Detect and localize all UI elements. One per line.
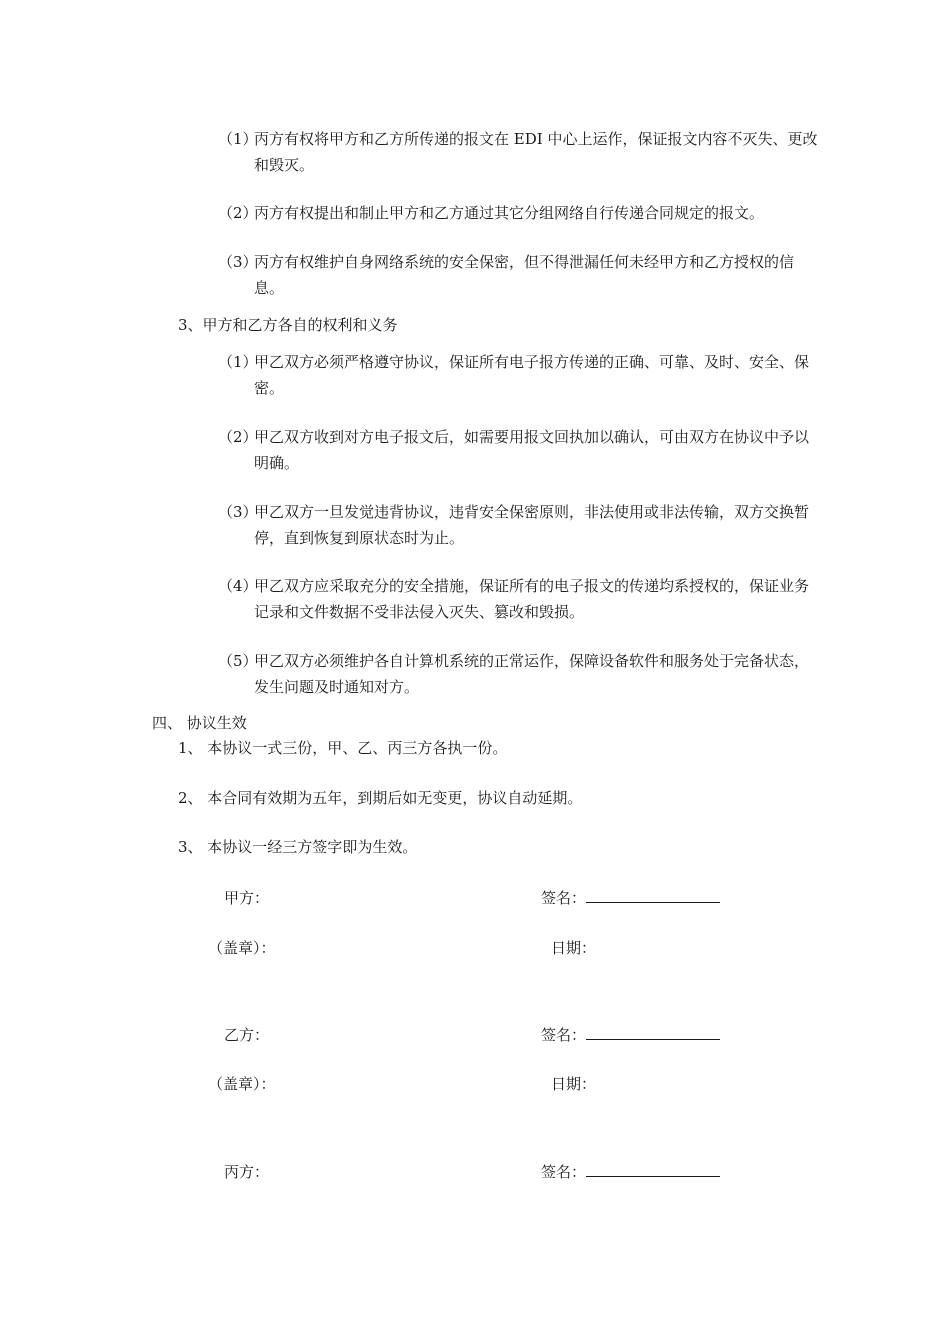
signature-blank	[586, 886, 720, 903]
clause-item: 3、 本协议一经三方签字即为生效。	[178, 838, 418, 856]
party-c-label: 丙方：	[224, 1163, 270, 1181]
list-item	[218, 200, 818, 226]
signature-blank	[586, 1160, 720, 1177]
item-number: （4）	[218, 577, 258, 595]
item-number: （1）	[218, 130, 258, 148]
clause-item: 2、 本合同有效期为五年，到期后如无变更，协议自动延期。	[178, 789, 583, 807]
list-item	[218, 349, 818, 401]
item-number: （1）	[218, 353, 258, 371]
signature-line	[541, 1160, 720, 1184]
list-item	[218, 499, 818, 551]
signature-line	[541, 886, 720, 910]
item-text: 甲乙双方应采取充分的安全措施，保证所有的电子报文的传递均系授权的，保证业务记录和文件数据不受非法侵入灭失、篡改和毁损。	[254, 577, 810, 621]
section-heading: 3、甲方和乙方各自的权利和义务	[178, 316, 398, 334]
sign-label: 签名：	[541, 1026, 587, 1044]
item-number: （5）	[218, 652, 258, 670]
seal-label: （盖章）：	[208, 1075, 276, 1093]
date-label: 日期：	[551, 1075, 597, 1093]
item-text: 甲乙双方收到对方电子报文后，如需要用报文回执加以确认，可由双方在协议中予以明确。	[254, 428, 810, 472]
item-text: 甲乙双方必须严格遵守协议，保证所有电子报方传递的正确、可靠、及时、安全、保密。	[254, 353, 810, 397]
item-text: 丙方有权维护自身网络系统的安全保密，但不得泄漏任何未经甲方和乙方授权的信息。	[254, 253, 795, 297]
item-text: 甲乙双方一旦发觉违背协议，违背安全保密原则，非法使用或非法传输，双方交换暂停，直到恢复到原状态时为止。	[254, 503, 810, 547]
party-b-label: 乙方：	[224, 1026, 270, 1044]
seal-label: （盖章）：	[208, 939, 276, 957]
list-item	[218, 648, 818, 700]
item-number: （2）	[218, 204, 258, 222]
party-a-label: 甲方：	[224, 889, 270, 907]
sign-label: 签名：	[541, 889, 587, 907]
item-text: 丙方有权提出和制止甲方和乙方通过其它分组网络自行传递合同规定的报文。	[254, 204, 765, 222]
list-item	[218, 126, 818, 178]
clause-item: 1、 本协议一式三份，甲、乙、丙三方各执一份。	[178, 739, 508, 757]
list-item	[218, 424, 818, 476]
list-item	[218, 573, 818, 625]
item-number: （3）	[218, 503, 258, 521]
item-text: 丙方有权将甲方和乙方所传递的报文在 EDI 中心上运作，保证报文内容不灭失、更改和毁灭。	[254, 130, 818, 174]
item-number: （3）	[218, 253, 258, 271]
item-text: 甲乙双方必须维护各自计算机系统的正常运作，保障设备软件和服务处于完备状态，发生问题及时通知对方。	[254, 652, 810, 696]
section-heading: 四、 协议生效	[152, 714, 247, 732]
signature-line	[541, 1023, 720, 1047]
sign-label: 签名：	[541, 1163, 587, 1181]
signature-blank	[586, 1023, 720, 1040]
list-item	[218, 249, 818, 301]
item-number: （2）	[218, 428, 258, 446]
date-label: 日期：	[551, 939, 597, 957]
